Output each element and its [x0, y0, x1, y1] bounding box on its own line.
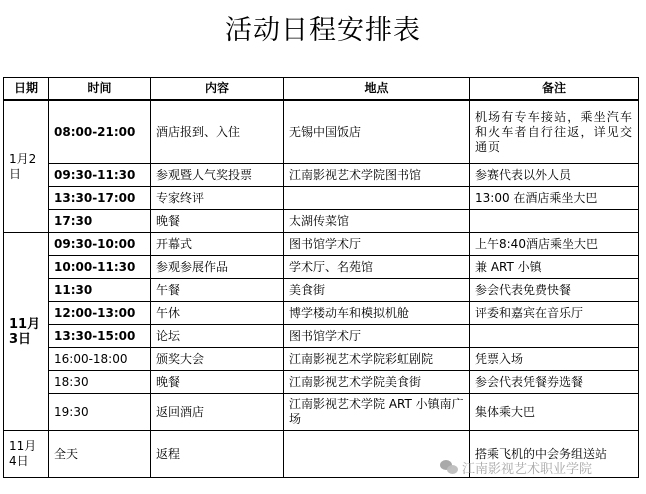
- time-cell: 全天: [49, 431, 151, 478]
- location-cell: 无锡中国饭店: [284, 100, 470, 164]
- header-location: 地点: [284, 78, 470, 101]
- note-cell: 评委和嘉宾在音乐厅: [470, 302, 639, 325]
- table-row: [4, 100, 639, 164]
- location-cell: 学术厅、名苑馆: [284, 256, 470, 279]
- header-note: 备注: [470, 78, 639, 101]
- note-cell: 参会代表凭餐券选餐: [470, 371, 639, 394]
- location-cell: 美食街: [284, 279, 470, 302]
- note-cell: 参会代表免费快餐: [470, 279, 639, 302]
- table-row: [4, 187, 639, 210]
- time-cell: 13:30-17:00: [49, 187, 151, 210]
- content-cell: 专家终评: [151, 187, 284, 210]
- location-cell: [284, 187, 470, 210]
- time-cell: 13:30-15:00: [49, 325, 151, 348]
- header-date: 日期: [4, 78, 49, 101]
- location-cell: 太湖传菜馆: [284, 210, 470, 233]
- time-cell: 19:30: [49, 394, 151, 431]
- table-row: [4, 371, 639, 394]
- table-row: [4, 348, 639, 371]
- content-cell: 颁奖大会: [151, 348, 284, 371]
- content-cell: 返程: [151, 431, 284, 478]
- content-cell: 午休: [151, 302, 284, 325]
- content-cell: 参观暨人气奖投票: [151, 164, 284, 187]
- time-cell: 11:30: [49, 279, 151, 302]
- header-content: 内容: [151, 78, 284, 101]
- time-cell: 09:30-10:00: [49, 233, 151, 256]
- location-cell: 江南影视艺术学院彩虹剧院: [284, 348, 470, 371]
- watermark: [440, 458, 592, 477]
- content-cell: 晚餐: [151, 210, 284, 233]
- note-cell: 上午8:40酒店乘坐大巴: [470, 233, 639, 256]
- table-row: [4, 279, 639, 302]
- note-cell: 参赛代表以外人员: [470, 164, 639, 187]
- note-cell: 兼 ART 小镇: [470, 256, 639, 279]
- content-cell: 参观参展作品: [151, 256, 284, 279]
- table-row: [4, 164, 639, 187]
- table-row: [4, 256, 639, 279]
- note-cell: [470, 325, 639, 348]
- table-row: [4, 394, 639, 431]
- date-cell: 11月3日: [4, 233, 49, 431]
- content-cell: 论坛: [151, 325, 284, 348]
- time-cell: 12:00-13:00: [49, 302, 151, 325]
- wechat-icon: [440, 460, 458, 475]
- content-cell: 返回酒店: [151, 394, 284, 431]
- location-cell: 博学楼动车和模拟机舱: [284, 302, 470, 325]
- table-row: [4, 210, 639, 233]
- note-cell: 13:00 在酒店乘坐大巴: [470, 187, 639, 210]
- location-cell: 江南影视艺术学院 ART 小镇南广场: [284, 394, 470, 431]
- note-cell: 凭票入场: [470, 348, 639, 371]
- time-cell: 17:30: [49, 210, 151, 233]
- header-row: [4, 78, 639, 101]
- table-row: [4, 302, 639, 325]
- content-cell: 晚餐: [151, 371, 284, 394]
- header-time: 时间: [49, 78, 151, 101]
- note-cell: 集体乘大巴: [470, 394, 639, 431]
- date-cell: 1月2日: [4, 100, 49, 233]
- content-cell: 开幕式: [151, 233, 284, 256]
- date-cell: 11月4日: [4, 431, 49, 478]
- schedule-table: [3, 77, 639, 478]
- note-cell: 机场有专车接站，乘坐汽车和火车者自行往返，详见交通页: [470, 100, 639, 164]
- time-cell: 10:00-11:30: [49, 256, 151, 279]
- content-cell: 酒店报到、入住: [151, 100, 284, 164]
- content-cell: 午餐: [151, 279, 284, 302]
- note-cell: [470, 210, 639, 233]
- time-cell: 08:00-21:00: [49, 100, 151, 164]
- location-cell: 江南影视艺术学院图书馆: [284, 164, 470, 187]
- note-cell: 搭乘飞机的中会务组送站: [470, 431, 639, 478]
- time-cell: 16:00-18:00: [49, 348, 151, 371]
- location-cell: 江南影视艺术学院美食街: [284, 371, 470, 394]
- location-cell: 图书馆学术厅: [284, 233, 470, 256]
- table-row: [4, 325, 639, 348]
- time-cell: 09:30-11:30: [49, 164, 151, 187]
- watermark-text: 江南影视艺术职业学院: [462, 462, 593, 477]
- location-cell: 图书馆学术厅: [284, 325, 470, 348]
- page-title: 活动日程安排表: [225, 15, 421, 46]
- time-cell: 18:30: [49, 371, 151, 394]
- table-row: [4, 233, 639, 256]
